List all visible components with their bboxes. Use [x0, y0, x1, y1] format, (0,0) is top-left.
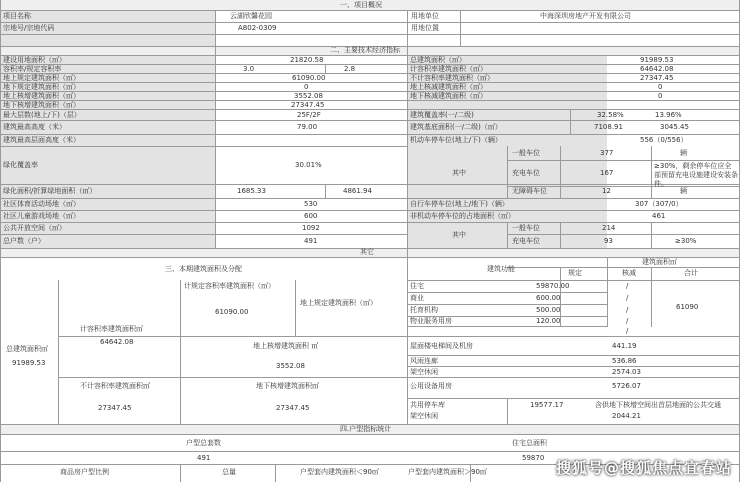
- indicator-label: 地下核增建筑面积（㎡）: [3, 101, 80, 109]
- indicator-label: 绿化面积/折算绿地面积（㎡）: [3, 187, 97, 195]
- indicator-value: 0: [304, 83, 309, 91]
- indicator-value: 91989.53: [640, 56, 674, 64]
- indicator-value: 64642.08: [640, 65, 674, 73]
- indicator-label: 建筑基底面积(一/二级)（㎡）: [410, 123, 502, 131]
- add-item-value: 441.19: [612, 342, 637, 350]
- indicator-label: 公共开放空间（㎡）: [3, 224, 66, 232]
- unit-col-header: 商品房户型比例: [60, 468, 109, 476]
- under-item-value: 2044.21: [612, 412, 641, 420]
- parking-note: 辆: [680, 187, 687, 195]
- fa-area-label: 计容积率建筑面积㎡: [80, 325, 143, 333]
- add-item-name: 架空休闲: [410, 368, 438, 376]
- total-area-value: 91989.53: [12, 359, 46, 367]
- sum-total: 61090: [676, 303, 699, 311]
- plot-code-value: A802-0309: [238, 24, 277, 32]
- parking-note: ≥30%: [675, 237, 697, 245]
- indicator-label: 地下核减建筑面积（㎡）: [410, 92, 487, 100]
- parking-note: 辆: [680, 149, 687, 157]
- section-title-overview: 一、项目概况: [340, 1, 382, 9]
- use-core: /: [626, 282, 629, 290]
- parking-note: ≥30%，剩余停车位应全部预留充电设施建设安装条件。: [654, 162, 738, 189]
- use-core: /: [626, 306, 629, 314]
- residential-area-label: 住宅总面积: [512, 439, 547, 447]
- indicator-label: 总户数（户）: [3, 237, 45, 245]
- use-core: /: [626, 317, 629, 325]
- indicator-label: 地上规定建筑面积（㎡）: [3, 74, 80, 82]
- add-item-value: 2574.03: [612, 368, 641, 376]
- under-item-name: 共用停车库: [410, 401, 445, 409]
- indicator-value: 32.58%: [597, 111, 624, 119]
- nonmotor-area-label: 非机动车停车位的占地面积（㎡）: [410, 212, 515, 220]
- bike-parking-label: 自行车停车位(地上/地下)（辆）: [410, 200, 509, 208]
- underground-value: 27347.45: [276, 404, 310, 412]
- parking-type: 一般车位: [512, 149, 540, 157]
- use-name: 住宅: [410, 282, 424, 290]
- unit-col-header: 总量: [222, 468, 236, 476]
- indicator-label: 建筑最高高度（米）: [3, 123, 66, 131]
- underground-label: 地下核增建筑面积㎡: [256, 382, 319, 390]
- use-name: 物业服务用房: [410, 317, 452, 325]
- indicator-value: 7108.91: [594, 123, 623, 131]
- parking-count: 12: [602, 187, 611, 195]
- section-title-unit-stats: 四.户型指标统计: [340, 425, 392, 433]
- plot-code-label: 宗地号/宗地代码: [3, 24, 55, 32]
- use-rule: 120.00: [536, 317, 561, 325]
- indicator-value: 79.00: [297, 123, 318, 131]
- add-item-value: 536.86: [612, 357, 637, 365]
- indicator-label: 机动车停车位(地上/下)（辆）: [410, 136, 502, 144]
- indicator-label: 社区儿童游戏场地（㎡）: [3, 212, 80, 220]
- indicator-value: 2.8: [344, 65, 356, 73]
- indicator-value: 3552.08: [294, 92, 323, 100]
- parking-sub-label: 其中: [452, 169, 466, 177]
- add-area-label: 地上核增建筑面积 ㎡: [253, 342, 319, 350]
- indicator-value: 27347.45: [640, 74, 674, 82]
- indicator-label: 建设用地面积（㎡）: [3, 56, 66, 64]
- indicator-value: 25F/2F: [297, 111, 321, 119]
- unit-count-value: 491: [197, 454, 211, 462]
- prescribed-value: 61090.00: [215, 308, 249, 316]
- indicator-value: 3045.45: [660, 123, 689, 131]
- indicator-label: 不计容积率建筑面积（㎡）: [410, 74, 494, 82]
- col-total: 合计: [684, 269, 698, 277]
- parking-type: 一般车位: [512, 224, 540, 232]
- indicator-label: 计容积率建筑面积（㎡）: [410, 65, 487, 73]
- section-title-area: 三、本期建筑面积及分配: [165, 265, 242, 273]
- total-area-label: 总建筑面积㎡: [6, 345, 48, 353]
- indicator-value: 0: [658, 92, 663, 100]
- add-area-value: 3552.08: [276, 362, 305, 370]
- indicator-value: 556（0/556）: [640, 136, 688, 144]
- unit-col-header: 户型套内建筑面积＜90㎡: [300, 468, 379, 476]
- prescribed-label: 计规定容积率建筑面积（㎡）: [184, 282, 275, 290]
- use-rule: 600.00: [536, 294, 561, 302]
- use-name: 托育机构: [410, 306, 438, 314]
- watermark: 搜狐号@搜狐焦点宜春站: [555, 459, 732, 477]
- under-item-value: 19577.17: [530, 401, 564, 409]
- unit-col-header: 户型套内建筑面积＞90㎡: [408, 468, 487, 476]
- indicator-value: 530: [304, 200, 318, 208]
- indicator-label: 地上核减建筑面积（㎡）: [410, 83, 487, 91]
- owner-label: 用地单位: [411, 12, 439, 20]
- nonmotor-area-value: 461: [652, 212, 666, 220]
- public-equipment-value: 5726.07: [612, 382, 641, 390]
- parking-type: 无障碍车位: [512, 187, 547, 195]
- col-core: 核减: [622, 269, 636, 277]
- indicator-label: 总建筑面积（㎡）: [410, 56, 466, 64]
- indicator-label: 地上核增建筑面积（㎡）: [3, 92, 80, 100]
- indicator-value: 61090.00: [292, 74, 326, 82]
- parking-count: 167: [600, 169, 614, 177]
- indicator-value: 1092: [302, 224, 320, 232]
- indicator-value: 27347.45: [291, 101, 325, 109]
- location-label: 用地位置: [411, 24, 439, 32]
- indicator-label: 地下规定建筑面积（㎡）: [3, 83, 80, 91]
- parking-count: 377: [600, 149, 614, 157]
- parking-count: 93: [604, 237, 613, 245]
- residential-area-value: 59870: [522, 454, 545, 462]
- add-item-name: 屋面楼电梯间及机房: [410, 342, 473, 350]
- parking-sub-label: 其中: [452, 231, 466, 239]
- indicator-value: 30.01%: [295, 161, 322, 169]
- parking-type: 充电车位: [512, 169, 540, 177]
- parking-count: 214: [602, 224, 616, 232]
- indicator-label: 绿化覆盖率: [3, 161, 38, 169]
- use-name: 商业: [410, 294, 424, 302]
- indicator-label: 容积率/规定容积率: [3, 65, 62, 73]
- indicator-value: 600: [304, 212, 318, 220]
- use-core: /: [626, 327, 629, 335]
- under-item-note: 含供地下核增空间出首层地面的公共交通: [595, 401, 721, 409]
- use-rule: 59870.00: [536, 282, 570, 290]
- section-title-other: 其它: [360, 248, 374, 256]
- indicator-label: 建筑最高层面高度（米）: [3, 136, 80, 144]
- indicator-value: 13.96%: [655, 111, 682, 119]
- function-header: 建筑功能: [487, 265, 515, 273]
- col-rule: 规定: [568, 269, 582, 277]
- indicator-label: 社区体育活动场地（㎡）: [3, 200, 80, 208]
- indicator-label: 建筑覆盖率(一/二级): [410, 111, 474, 119]
- under-item-name: 架空休闲: [410, 412, 438, 420]
- nfa-label: 不计容积率建筑面积㎡: [80, 382, 150, 390]
- nfa-value: 27347.45: [98, 404, 132, 412]
- project-name-label: 项目名称: [3, 12, 31, 20]
- indicator-label: 最大层数(地上/下)（层）: [3, 111, 81, 119]
- area-header: 建筑面积㎡: [642, 258, 677, 266]
- indicator-value: 21820.58: [290, 56, 324, 64]
- indicator-value: 3.0: [243, 65, 255, 73]
- add-item-name: 风雨连廊: [410, 357, 438, 365]
- fa-area-value: 64642.08: [100, 338, 134, 346]
- parking-type: 充电车位: [512, 237, 540, 245]
- project-name-value: 云湖欣馨花园: [230, 12, 272, 20]
- bike-parking-value: 307（307/0）: [635, 200, 683, 208]
- indicator-value: 1685.33: [237, 187, 266, 195]
- section-title-indicators: 二、主要技术经济指标: [330, 46, 400, 54]
- indicator-value: 491: [304, 237, 318, 245]
- indicator-value: 0: [658, 83, 663, 91]
- indicator-value: 4861.94: [343, 187, 372, 195]
- public-equipment-label: 公用设备用房: [410, 382, 452, 390]
- unit-count-label: 户型总套数: [186, 439, 221, 447]
- use-core: /: [626, 294, 629, 302]
- use-rule: 500.00: [536, 306, 561, 314]
- owner-value: 中海深圳房地产开发有限公司: [540, 12, 631, 20]
- above-ground-label: 地上规定建筑面积（㎡）: [300, 299, 377, 307]
